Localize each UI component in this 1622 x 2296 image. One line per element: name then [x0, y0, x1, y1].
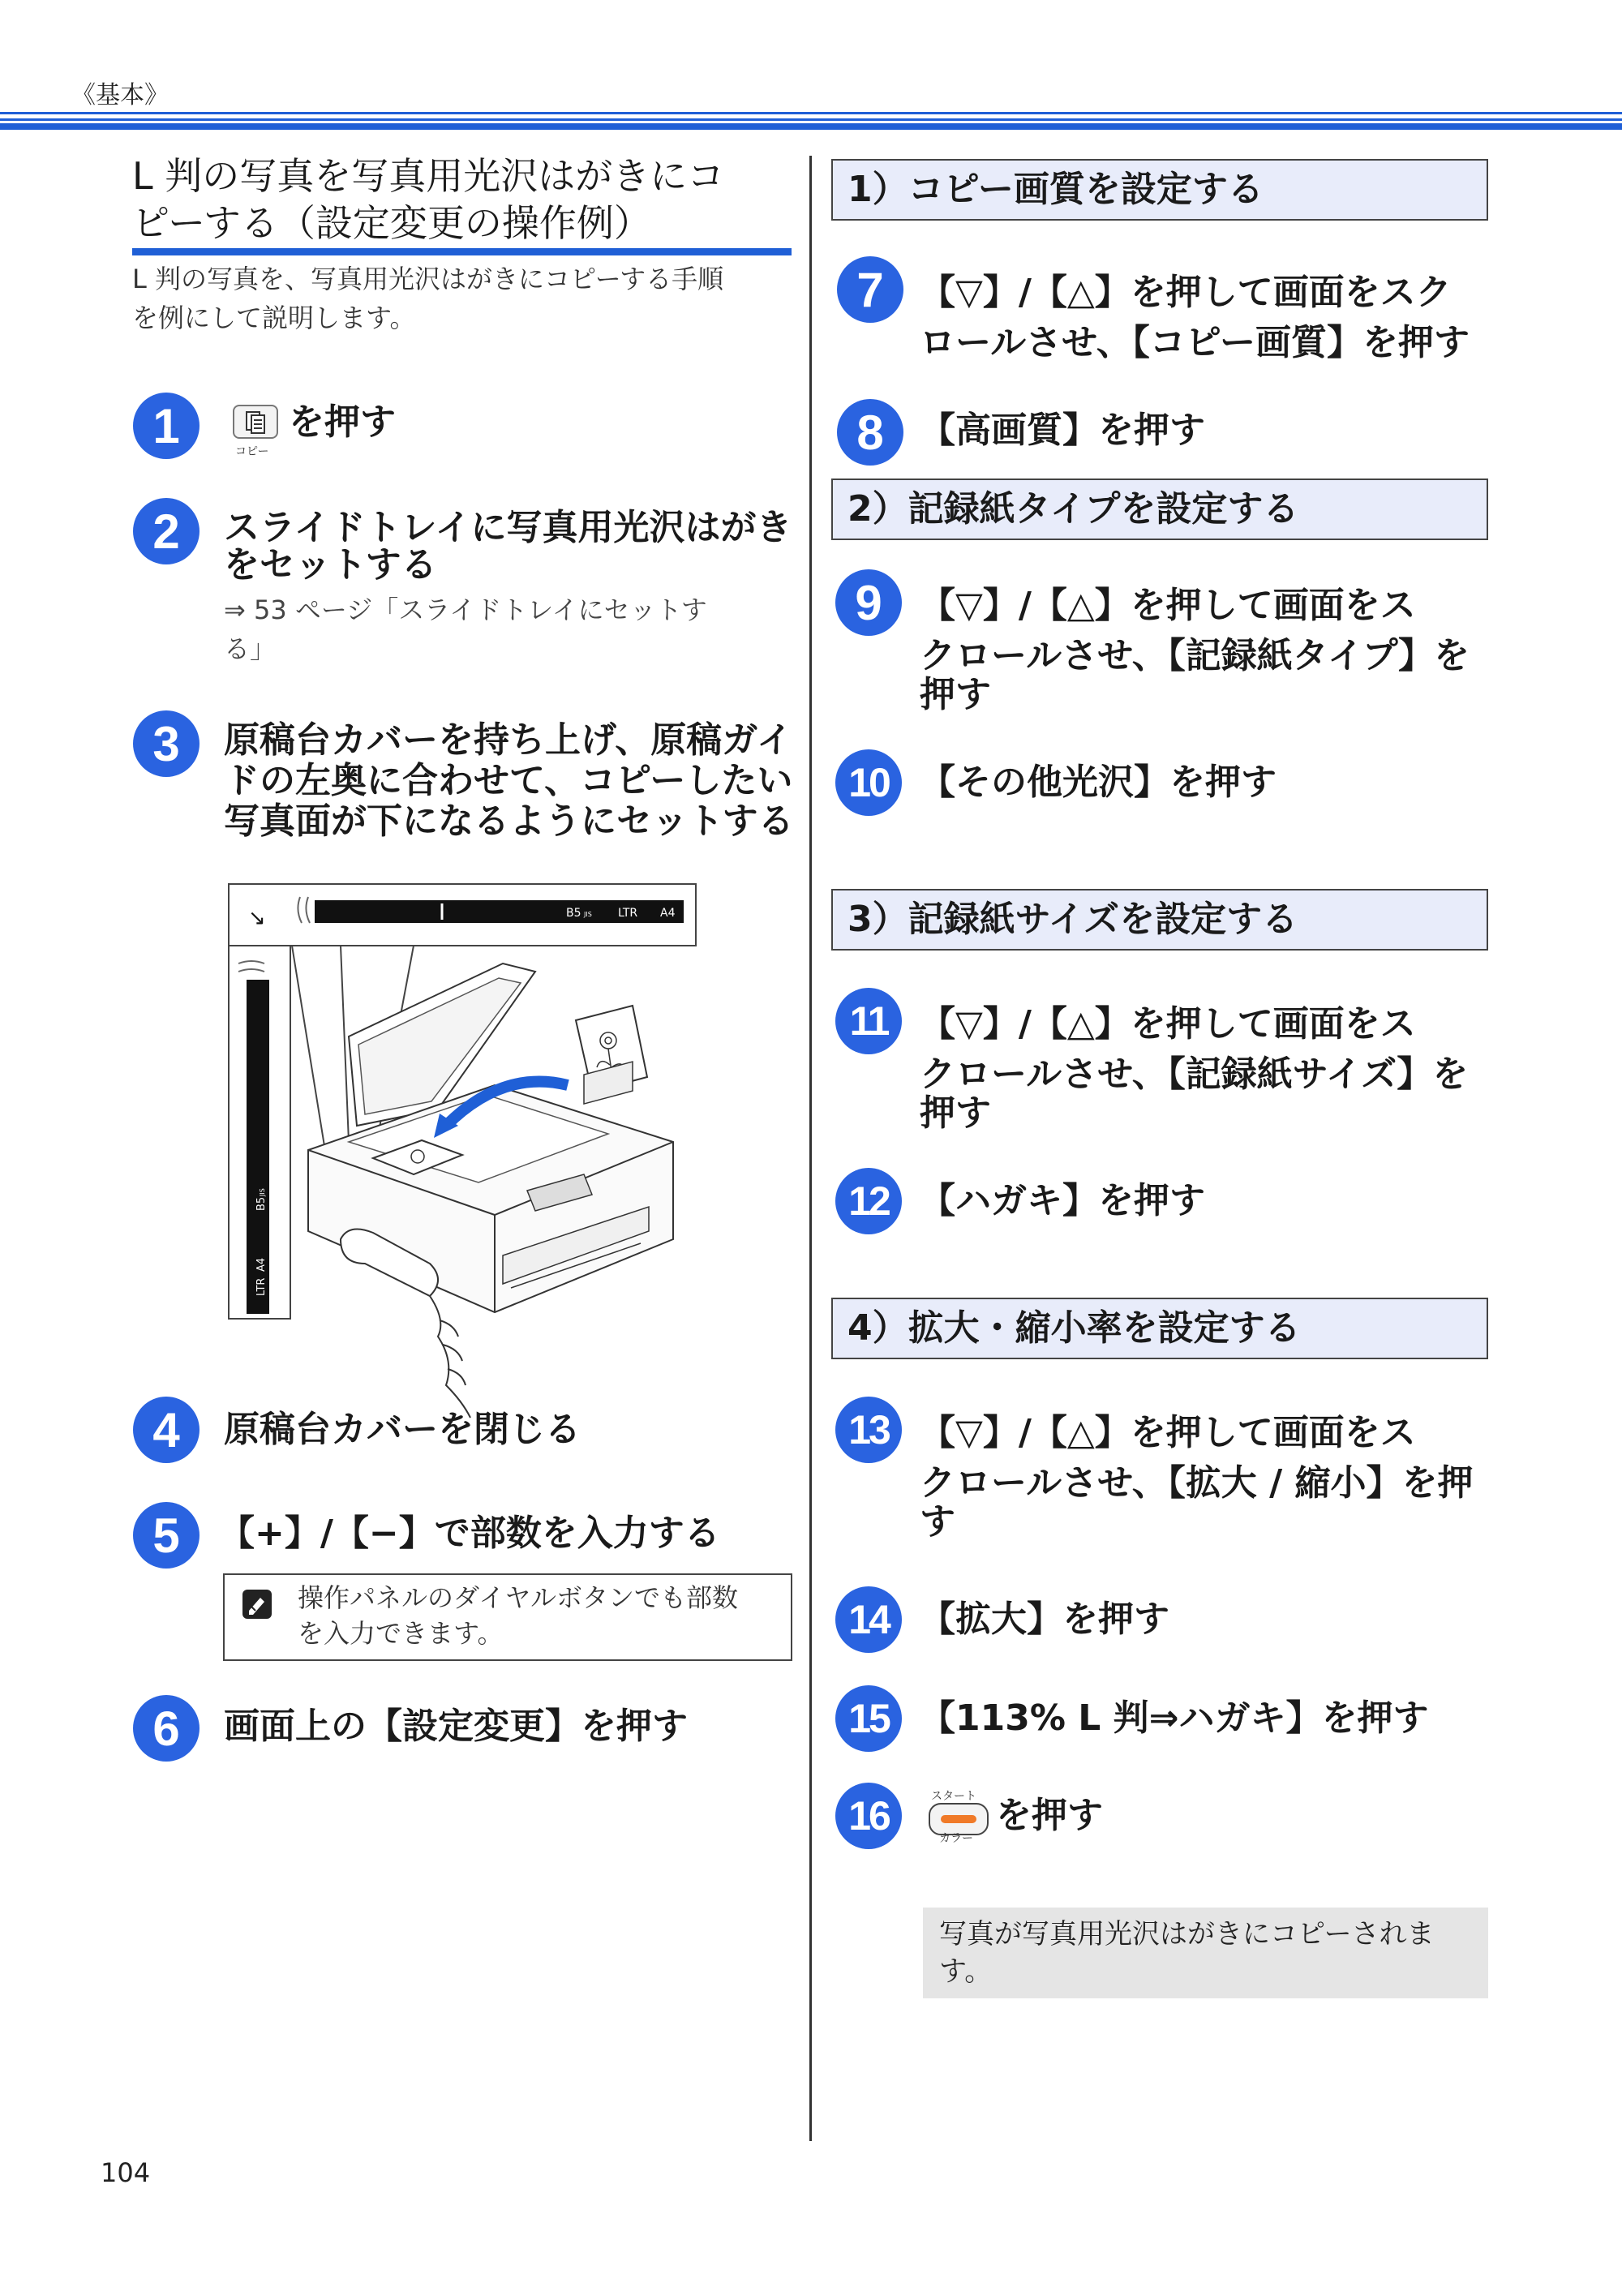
step-number-badge: 9: [835, 569, 902, 636]
step-9-line2: クロールさせ、【記録紙タイプ】を: [920, 635, 1470, 676]
step-2-line2: をセットする: [224, 544, 437, 586]
step-9-text: [920, 581, 1487, 720]
column-divider: [809, 156, 812, 2141]
step-number-badge: 2: [133, 498, 200, 564]
step-number-badge: 5: [133, 1502, 200, 1569]
start-key-bottom-label: カラー: [939, 1832, 973, 1845]
guide-side-label-b5: B5: [255, 1196, 268, 1211]
guide-side-label-a4: A4: [255, 1257, 268, 1272]
start-key-top-label: スタート: [931, 1790, 976, 1803]
step-2-ref-line2: る」: [224, 633, 277, 664]
step-number-badge: 16: [835, 1783, 902, 1849]
step-11-line3: 押す: [920, 1092, 991, 1134]
svg-text:↘: ↘: [248, 906, 266, 930]
step-11-line1: 【▽】/【△】を押して画面をス: [920, 1003, 1416, 1045]
note-text: [298, 1580, 784, 1651]
step-10-text: 【その他光沢】を押す: [920, 762, 1277, 803]
step-13-line3: す: [920, 1501, 955, 1543]
guide-side-label-ltr: LTR: [255, 1277, 268, 1296]
step-number-badge: 6: [133, 1695, 200, 1762]
step-15-text: 【113% L 判⇒ハガキ】を押す: [920, 1697, 1429, 1739]
step-4-text: 原稿台カバーを閉じる: [224, 1409, 581, 1450]
step-3-line1: 原稿台カバーを持ち上げ、原稿ガイ: [224, 719, 792, 761]
note-line2: を入力できます。: [298, 1618, 504, 1649]
step-2-ref-line1: ⇒ 53 ページ「スライドトレイにセットす: [224, 594, 707, 625]
step-number-badge: 15: [835, 1685, 902, 1752]
step-8-text: 【高画質】を押す: [920, 410, 1205, 451]
intro-line1: L 判の写真を、写真用光沢はがきにコピーする手順: [132, 264, 724, 294]
section-title-line1: L 判の写真を写真用光沢はがきにコ: [132, 154, 725, 198]
step-12-text: 【ハガキ】を押す: [920, 1180, 1205, 1221]
header-rule-thin: [0, 112, 1622, 114]
section-title-line2: ピーする（設定変更の操作例）: [132, 201, 651, 245]
guide-side-label-jis: JIS: [259, 1188, 266, 1196]
step-2-reference: [224, 590, 792, 668]
step-number-badge: 1: [133, 393, 200, 459]
step-6-text: 画面上の【設定変更】を押す: [224, 1706, 688, 1747]
page-number: 104: [101, 2157, 151, 2188]
result-line2: す。: [939, 1955, 993, 1988]
step-number-badge: 8: [837, 399, 903, 466]
category-heading-paper-type: 2）記録紙タイプを設定する: [831, 479, 1488, 540]
section-title: [132, 152, 797, 247]
step-number-badge: 11: [835, 988, 902, 1054]
result-box: [923, 1908, 1488, 1998]
guide-top-label-ltr: LTR: [618, 907, 638, 920]
step-14-text: 【拡大】を押す: [920, 1599, 1169, 1640]
chapter-label: 《基本》: [71, 81, 169, 109]
memo-icon: [242, 1590, 272, 1619]
step-5-text: 【+】/【−】で部数を入力する: [219, 1513, 720, 1554]
guide-top-label-a4: A4: [660, 907, 676, 920]
step-number-badge: 14: [835, 1586, 902, 1653]
step-7-line1: 【▽】/【△】を押して画面をスク: [920, 272, 1452, 313]
step-number-badge: 12: [835, 1168, 902, 1234]
step-3-line3: 写真面が下になるようにセットする: [224, 800, 794, 842]
printer-illustration: [227, 882, 697, 1442]
note-line1: 操作パネルのダイヤルボタンでも部数: [298, 1582, 739, 1613]
step-number-badge: 7: [837, 256, 903, 323]
step-13-line2: クロールさせ、【拡大 / 縮小】を押: [920, 1462, 1474, 1504]
title-underline: [132, 248, 792, 255]
header-rule-thin-2: [0, 118, 1622, 121]
step-13-text: [920, 1408, 1487, 1547]
step-9-line1: 【▽】/【△】を押して画面をス: [920, 585, 1416, 626]
category-heading-zoom: 4）拡大・縮小率を設定する: [831, 1298, 1488, 1359]
step-2-line1: スライドトレイに写真用光沢はがき: [224, 507, 792, 548]
step-13-line1: 【▽】/【△】を押して画面をス: [920, 1412, 1416, 1453]
copy-key-label: コピー: [235, 445, 269, 458]
step-number-badge: 10: [835, 749, 902, 816]
note-box: [223, 1573, 792, 1661]
section-intro: [132, 260, 801, 337]
step-9-line3: 押す: [920, 674, 991, 715]
step-11-text: [920, 999, 1487, 1139]
category-heading-quality: 1）コピー画質を設定する: [831, 159, 1488, 221]
header-rule-thick: [0, 123, 1622, 130]
step-16-text: を押す: [996, 1795, 1103, 1836]
guide-top-label-jis: JIS: [584, 911, 592, 918]
guide-top-label-b5: B5: [566, 907, 581, 920]
step-number-badge: 3: [133, 710, 200, 777]
step-7-text: [920, 268, 1487, 368]
step-11-line2: クロールさせ、【記録紙サイズ】を: [920, 1054, 1469, 1095]
intro-line2: を例にして説明します。: [132, 303, 416, 333]
step-number-badge: 13: [835, 1397, 902, 1463]
step-1-text: を押す: [289, 401, 396, 443]
result-line1: 写真が写真用光沢はがきにコピーされま: [939, 1918, 1435, 1951]
step-number-badge: 4: [133, 1397, 200, 1463]
category-heading-paper-size: 3）記録紙サイズを設定する: [831, 889, 1488, 951]
step-3-line2: ドの左奥に合わせて、コピーしたい: [224, 760, 793, 801]
step-2-text: [224, 509, 808, 584]
step-3-text: [224, 720, 808, 842]
step-7-line2: ロールさせ、【コピー画質】を押す: [920, 322, 1470, 363]
